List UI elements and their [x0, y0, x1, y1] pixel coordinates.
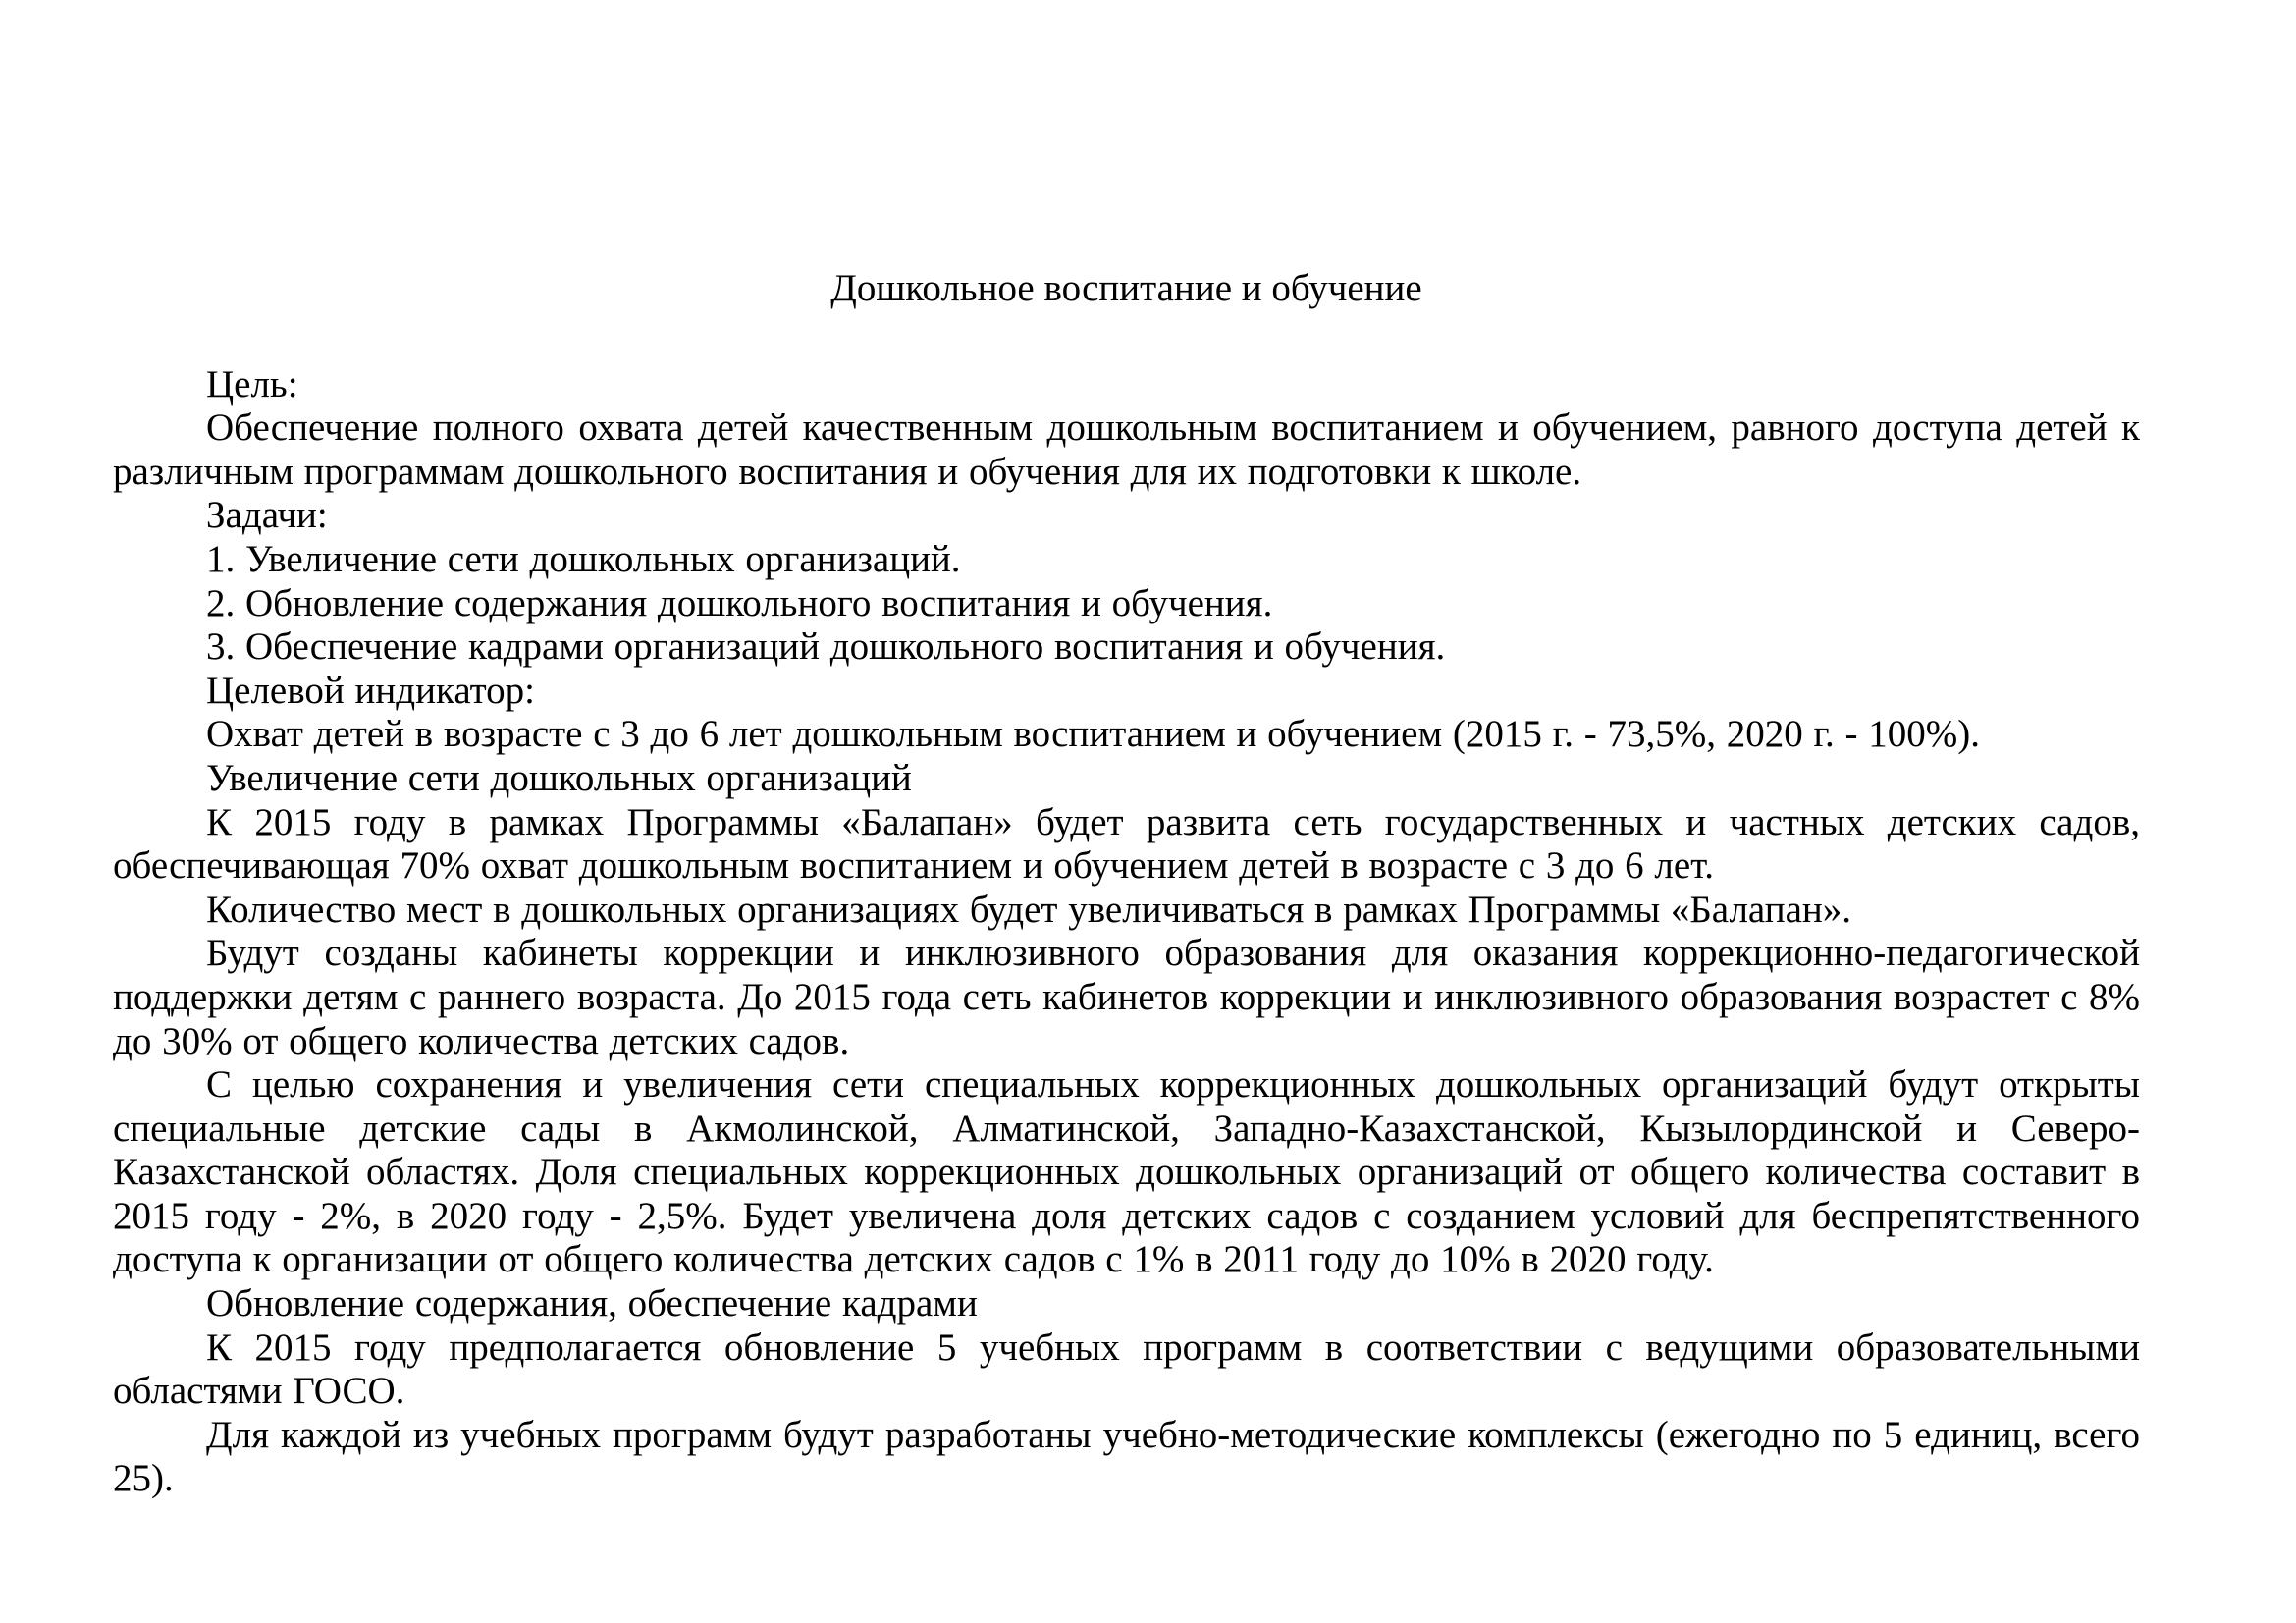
paragraph: К 2015 году предполагается обновление 5 учебных программ в соответствии с ведущими образовательными областями ГОСО.	[113, 1325, 2140, 1413]
paragraph: Целевой индикатор:	[206, 669, 535, 712]
paragraph: Обеспечение полного охвата детей качественным дошкольным воспитанием и обучением, равного доступа детей к различным программам дошкольного воспитания и обучения для их подготовки к школе.	[113, 406, 2140, 493]
paragraph: С целью сохранения и увеличения сети специальных коррекционных дошкольных организаций будут открыты специальные детские сады в Акмолинской, Алматинской, Западно-Казахстанской, Кызылординской и Северо-Казахстанской областях. Доля специальных коррекционных дошкольных организаций от общего количества составит в 2015 году - 2%, в 2020 году - 2,5%. Будет увеличена доля детских садов с созданием условий для беспрепятственного доступа к организации от общего количества детских садов с 1% в 2011 году до 10% в 2020 году.	[113, 1063, 2140, 1281]
document-body	[113, 363, 2140, 1501]
paragraph: Количество мест в дошкольных организациях будет увеличиваться в рамках Программы «Балапан».	[206, 888, 1852, 931]
paragraph: 2. Обновление содержания дошкольного воспитания и обучения.	[206, 581, 1273, 624]
paragraph: Будут созданы кабинеты коррекции и инклюзивного образования для оказания коррекционно-педагогической поддержки детям с раннего возраста. До 2015 года сеть кабинетов коррекции и инклюзивного образования возрастет с 8% до 30% от общего количества детских садов.	[113, 932, 2140, 1062]
paragraph: Цель:	[206, 362, 298, 406]
paragraph: К 2015 году в рамках Программы «Балапан» будет развита сеть государственных и частных детских садов, обеспечивающая 70% охват дошкольным воспитанием и обучением детей в возрасте с 3 до 6 лет.	[113, 800, 2140, 888]
paragraph: Задачи:	[206, 494, 328, 537]
paragraph: 3. Обеспечение кадрами организаций дошкольного воспитания и обучения.	[206, 625, 1446, 669]
paragraph: Для каждой из учебных программ будут разработаны учебно-методические комплексы (ежегодно по 5 единиц, всего 25).	[113, 1413, 2140, 1500]
document-title: Дошкольное воспитание и обучение	[830, 267, 1422, 309]
paragraph: 1. Увеличение сети дошкольных организаций.	[206, 537, 961, 580]
paragraph: Обновление содержания, обеспечение кадрами	[206, 1282, 978, 1325]
paragraph: Увеличение сети дошкольных организаций	[206, 756, 912, 799]
paragraph: Охват детей в возрасте с 3 до 6 лет дошкольным воспитанием и обучением (2015 г. - 73,5%, 2020 г. - 100%).	[206, 713, 1981, 756]
